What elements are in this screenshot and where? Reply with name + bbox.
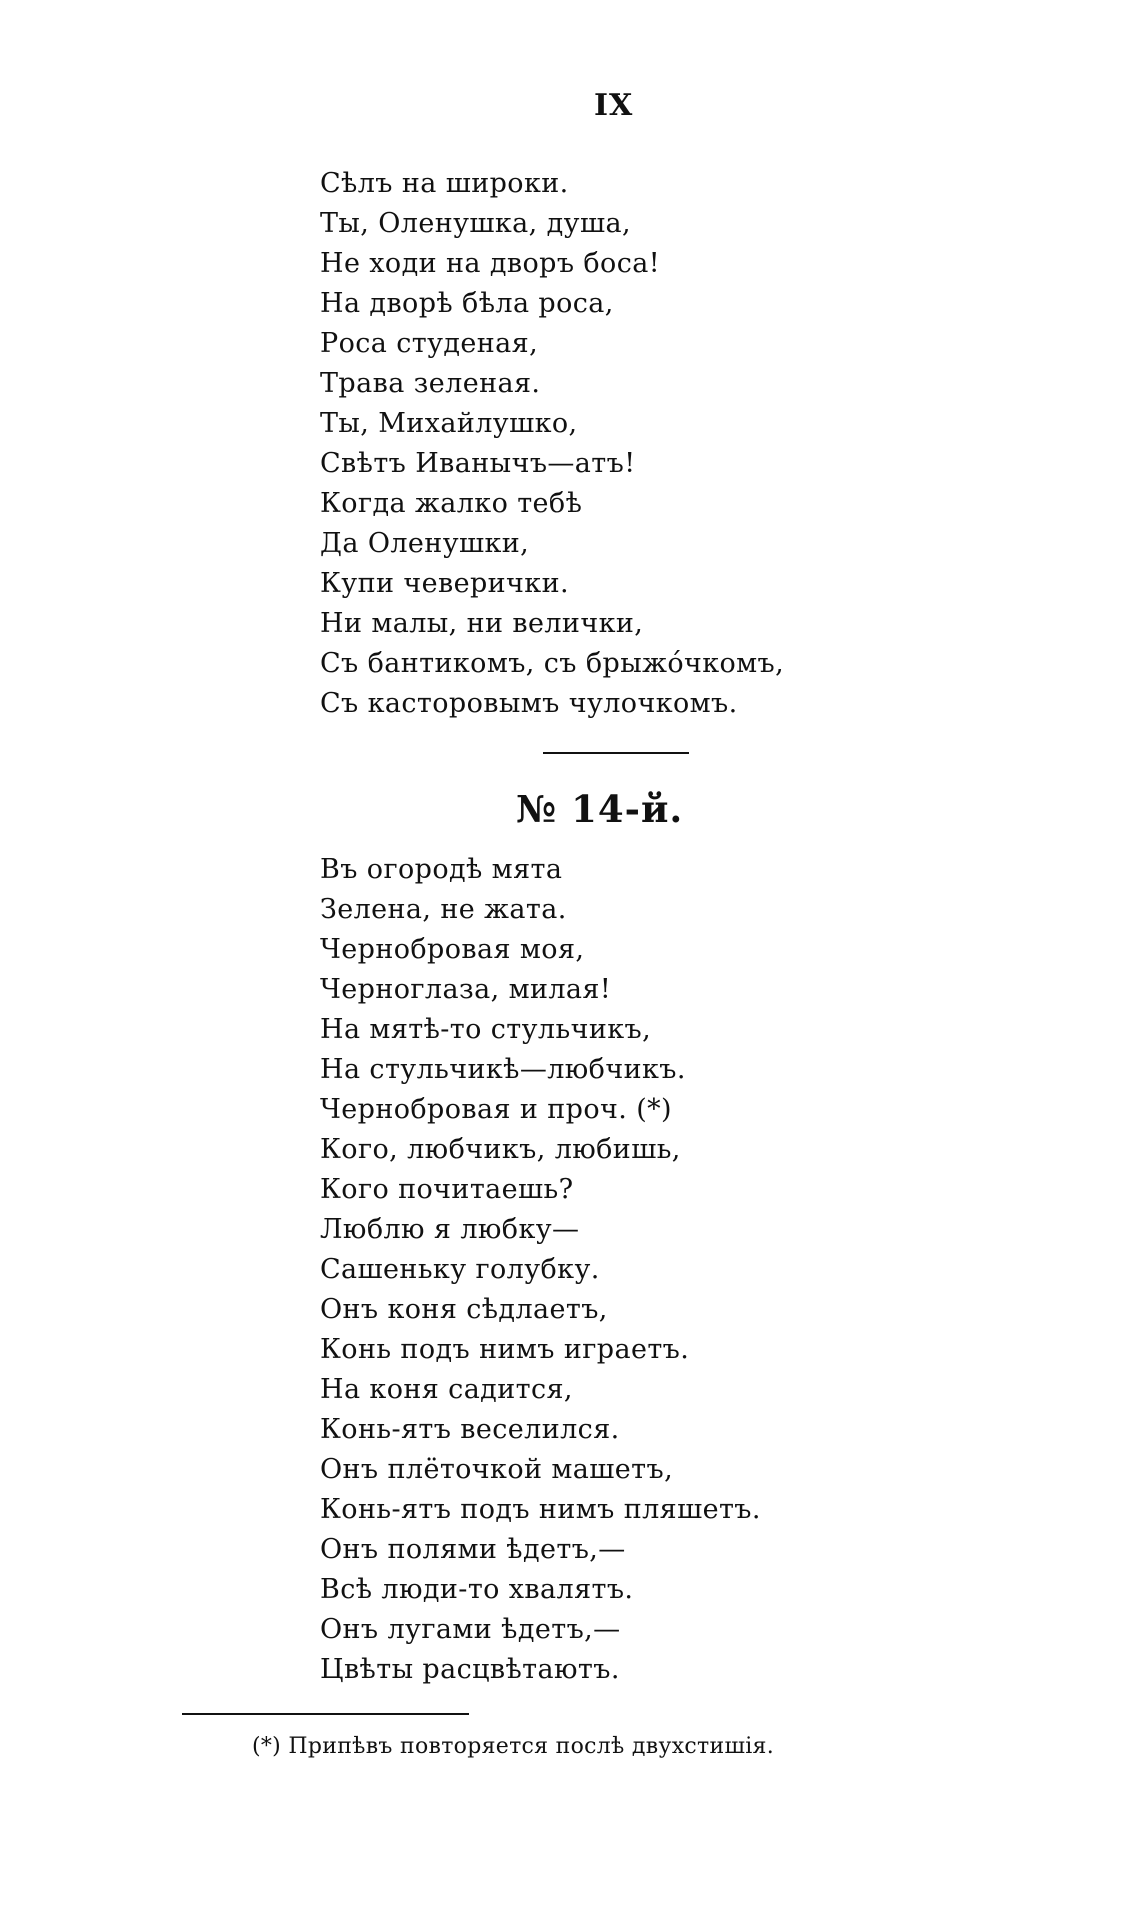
section-divider: [543, 752, 689, 754]
verse-line: Трава зеленая.: [320, 368, 541, 399]
verse-line: На коня садится,: [320, 1374, 573, 1405]
verse-line: Конь-ятъ подъ нимъ пляшетъ.: [320, 1494, 761, 1525]
verse-line: Чернобровая и проч. (*): [320, 1094, 672, 1125]
verse-line: Ты, Оленушка, душа,: [320, 208, 631, 239]
verse-line: Онъ лугами ѣдетъ,—: [320, 1614, 621, 1645]
verse-line: Сашеньку голубку.: [320, 1254, 600, 1285]
poem-14: [320, 850, 761, 1690]
section-heading: № 14-й.: [516, 787, 684, 831]
footnote-divider: [182, 1713, 469, 1715]
verse-line: Цвѣты расцвѣтаютъ.: [320, 1654, 620, 1685]
verse-line: Черноглаза, милая!: [320, 974, 612, 1005]
footnote: (*) Припѣвъ повторяется послѣ двухстишія.: [252, 1734, 775, 1759]
verse-line: Онъ коня сѣдлаетъ,: [320, 1294, 608, 1325]
verse-line: Онъ плёточкой машетъ,: [320, 1454, 674, 1485]
verse-line: Не ходи на дворъ боса!: [320, 248, 660, 279]
verse-line: Сѣлъ на широки.: [320, 168, 569, 199]
verse-line: Кого, любчикъ, любишь,: [320, 1134, 681, 1165]
verse-line: Съ бантикомъ, съ брыжо́чкомъ,: [320, 648, 785, 679]
page-number: IX: [594, 88, 634, 123]
verse-line: Въ огородѣ мята: [320, 854, 563, 885]
verse-line: Онъ полями ѣдетъ,—: [320, 1534, 626, 1565]
verse-line: На мятѣ-то стульчикъ,: [320, 1014, 652, 1045]
verse-line: На дворѣ бѣла роса,: [320, 288, 614, 319]
verse-line: Ни малы, ни велички,: [320, 608, 644, 639]
verse-line: Съ касторовымъ чулочкомъ.: [320, 688, 738, 719]
verse-line: Конь подъ нимъ играетъ.: [320, 1334, 690, 1365]
verse-line: Купи чеверички.: [320, 568, 569, 599]
verse-line: Кого почитаешь?: [320, 1174, 574, 1205]
verse-line: Роса студеная,: [320, 328, 539, 359]
verse-line: Чернобровая моя,: [320, 934, 585, 965]
verse-line: Ты, Михайлушко,: [320, 408, 578, 439]
verse-line: Да Оленушки,: [320, 528, 530, 559]
verse-line: Люблю я любку—: [320, 1214, 580, 1245]
verse-line: Зелена, не жата.: [320, 894, 567, 925]
verse-line: Всѣ люди-то хвалятъ.: [320, 1574, 634, 1605]
poem-continued: [320, 164, 784, 724]
verse-line: Когда жалко тебѣ: [320, 488, 583, 519]
verse-line: Свѣтъ Иванычъ—атъ!: [320, 448, 636, 479]
verse-line: Конь-ятъ веселился.: [320, 1414, 620, 1445]
verse-line: На стульчикѣ—любчикъ.: [320, 1054, 686, 1085]
